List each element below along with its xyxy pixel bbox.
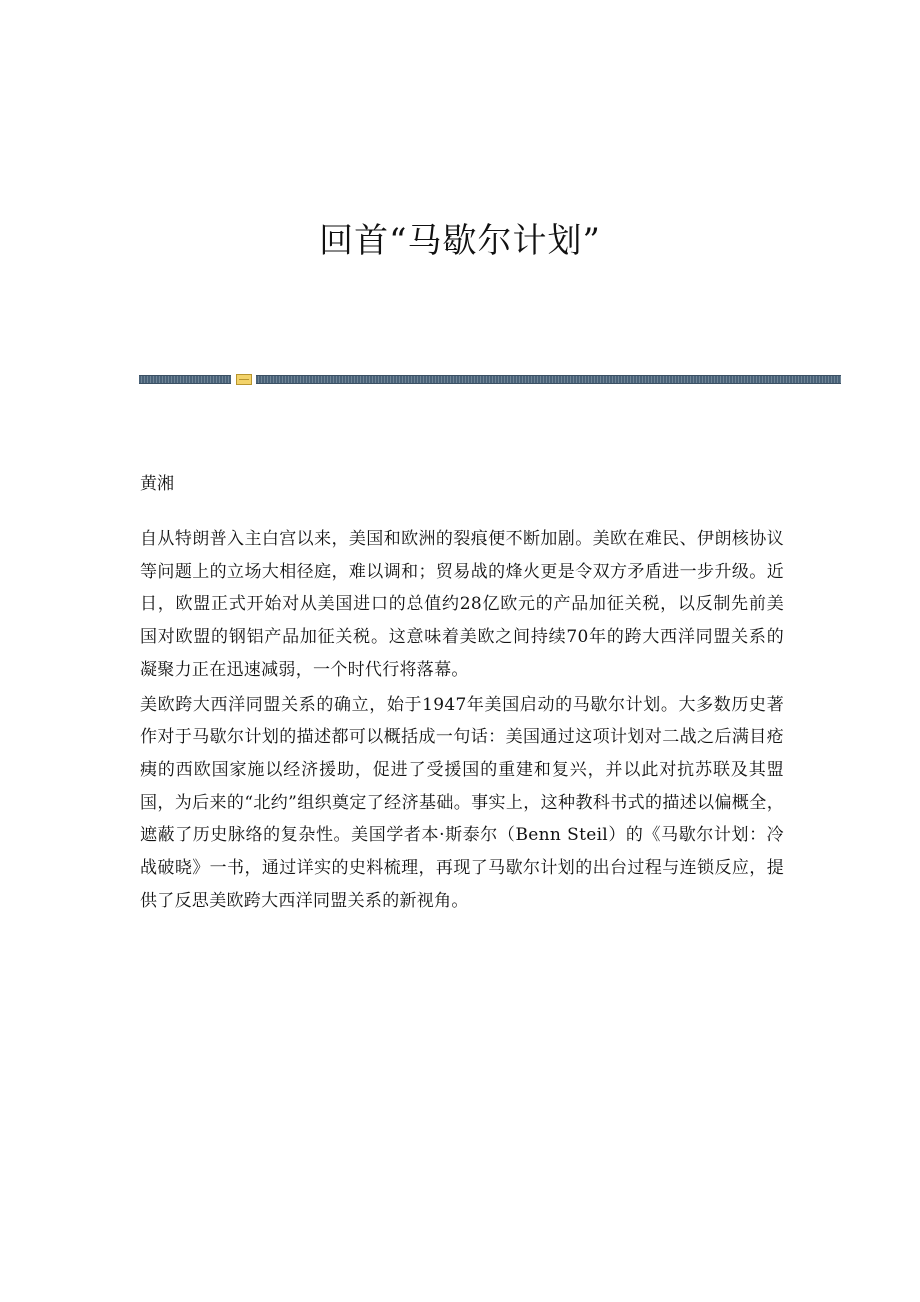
paragraph-2: 美欧跨大西洋同盟关系的确立，始于1947年美国启动的马歇尔计划。大多数历史著作对于马歇尔计划的描述都可以概括成一句话：美国通过这项计划对二战之后满目疮痍的西欧国家施以经济援助，促进了受援国的重建和复兴，并以此对抗苏联及其盟国，为后来的“北约”组织奠定了经济基础。事实上，这种教科书式的描述以偏概全，遮蔽了历史脉络的复杂性。美国学者本·斯泰尔（Benn Steil）的《马歇尔计划：冷战破晓》一书，通过详实的史料梳理，再现了马歇尔计划的出台过程与连锁反应，提供了反思美欧跨大西洋同盟关系的新视角。 bbox=[140, 694, 784, 911]
document-title: 回首“马歇尔计划” bbox=[319, 221, 601, 261]
article-body bbox=[140, 523, 784, 919]
paragraph-1: 自从特朗普入主白宫以来，美国和欧洲的裂痕便不断加剧。美欧在难民、伊朗核协议等问题上的立场大相径庭，难以调和；贸易战的烽火更是令双方矛盾进一步升级。近日，欧盟正式开始对从美国进口的总值约28亿欧元的产品加征关税，以反制先前美国对欧盟的钢铝产品加征关税。这意味着美欧之间持续70年的跨大西洋同盟关系的凝聚力正在迅速减弱，一个时代行将落幕。 bbox=[140, 529, 784, 680]
divider-bar-right bbox=[256, 375, 841, 384]
author-name: 黄湘 bbox=[140, 474, 174, 494]
title-divider bbox=[139, 375, 841, 384]
divider-ornament-icon bbox=[236, 374, 252, 385]
divider-bar-left bbox=[139, 375, 231, 384]
